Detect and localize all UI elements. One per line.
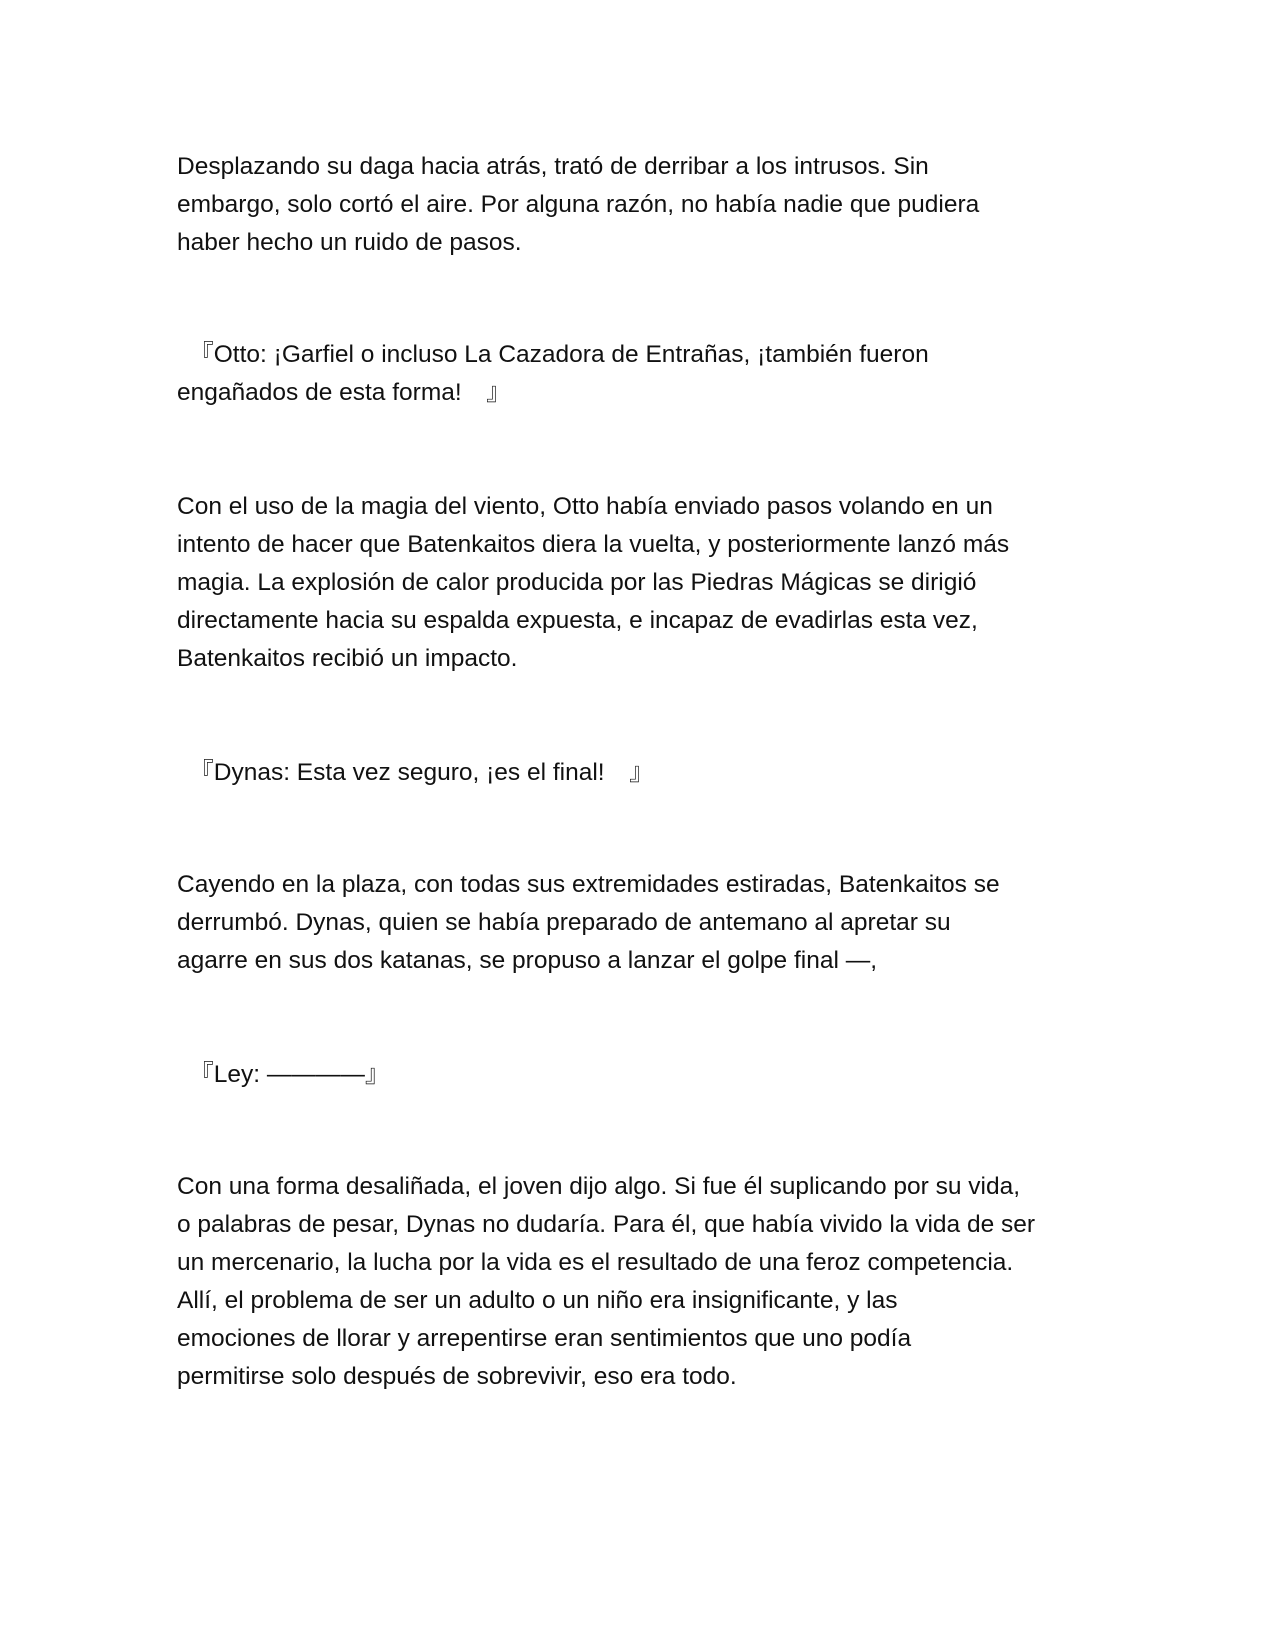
dialogue-dynas <box>177 754 1107 792</box>
text-line: magia. La explosión de calor producida por las Piedras Mágicas se dirigió <box>177 569 977 596</box>
text-line: permitirse solo después de sobrevivir, eso era todo. <box>177 1363 737 1390</box>
paragraph-wind-magic <box>177 488 1107 678</box>
text-line: Con el uso de la magia del viento, Otto había enviado pasos volando en un <box>177 493 993 520</box>
text-line: Desplazando su daga hacia atrás, trató de derribar a los intrusos. Sin <box>177 153 929 180</box>
paragraph-intruders <box>177 148 1107 262</box>
text-line: 『Ley: ————』 <box>177 1061 390 1088</box>
text-line: 『Otto: ¡Garfiel o incluso La Cazadora de Entrañas, ¡también fueron <box>177 341 929 368</box>
text-line: directamente hacia su espalda expuesta, e incapaz de evadirlas esta vez, <box>177 607 978 634</box>
text-line: Cayendo en la plaza, con todas sus extremidades estiradas, Batenkaitos se <box>177 871 1000 898</box>
paragraph-mercenary <box>177 1168 1107 1396</box>
paragraph-plaza <box>177 866 1107 980</box>
text-line: Con una forma desaliñada, el joven dijo algo. Si fue él suplicando por su vida, <box>177 1173 1021 1200</box>
text-line: emociones de llorar y arrepentirse eran sentimientos que uno podía <box>177 1325 912 1352</box>
dialogue-otto <box>177 336 1107 412</box>
text-line: engañados de esta forma! 』 <box>177 379 511 406</box>
text-line: embargo, solo cortó el aire. Por alguna razón, no había nadie que pudiera <box>177 191 980 218</box>
text-line: un mercenario, la lucha por la vida es el resultado de una feroz competencia. <box>177 1249 1014 1276</box>
text-line: agarre en sus dos katanas, se propuso a lanzar el golpe final —, <box>177 947 878 974</box>
text-line: intento de hacer que Batenkaitos diera la vuelta, y posteriormente lanzó más <box>177 531 1010 558</box>
text-line: 『Dynas: Esta vez seguro, ¡es el final! 』 <box>177 759 654 786</box>
dialogue-ley <box>177 1056 1107 1094</box>
text-line: derrumbó. Dynas, quien se había preparado de antemano al apretar su <box>177 909 951 936</box>
text-line: o palabras de pesar, Dynas no dudaría. Para él, que había vivido la vida de ser <box>177 1211 1036 1238</box>
text-line: haber hecho un ruido de pasos. <box>177 229 522 256</box>
text-line: Allí, el problema de ser un adulto o un niño era insignificante, y las <box>177 1287 898 1314</box>
text-line: Batenkaitos recibió un impacto. <box>177 645 518 672</box>
